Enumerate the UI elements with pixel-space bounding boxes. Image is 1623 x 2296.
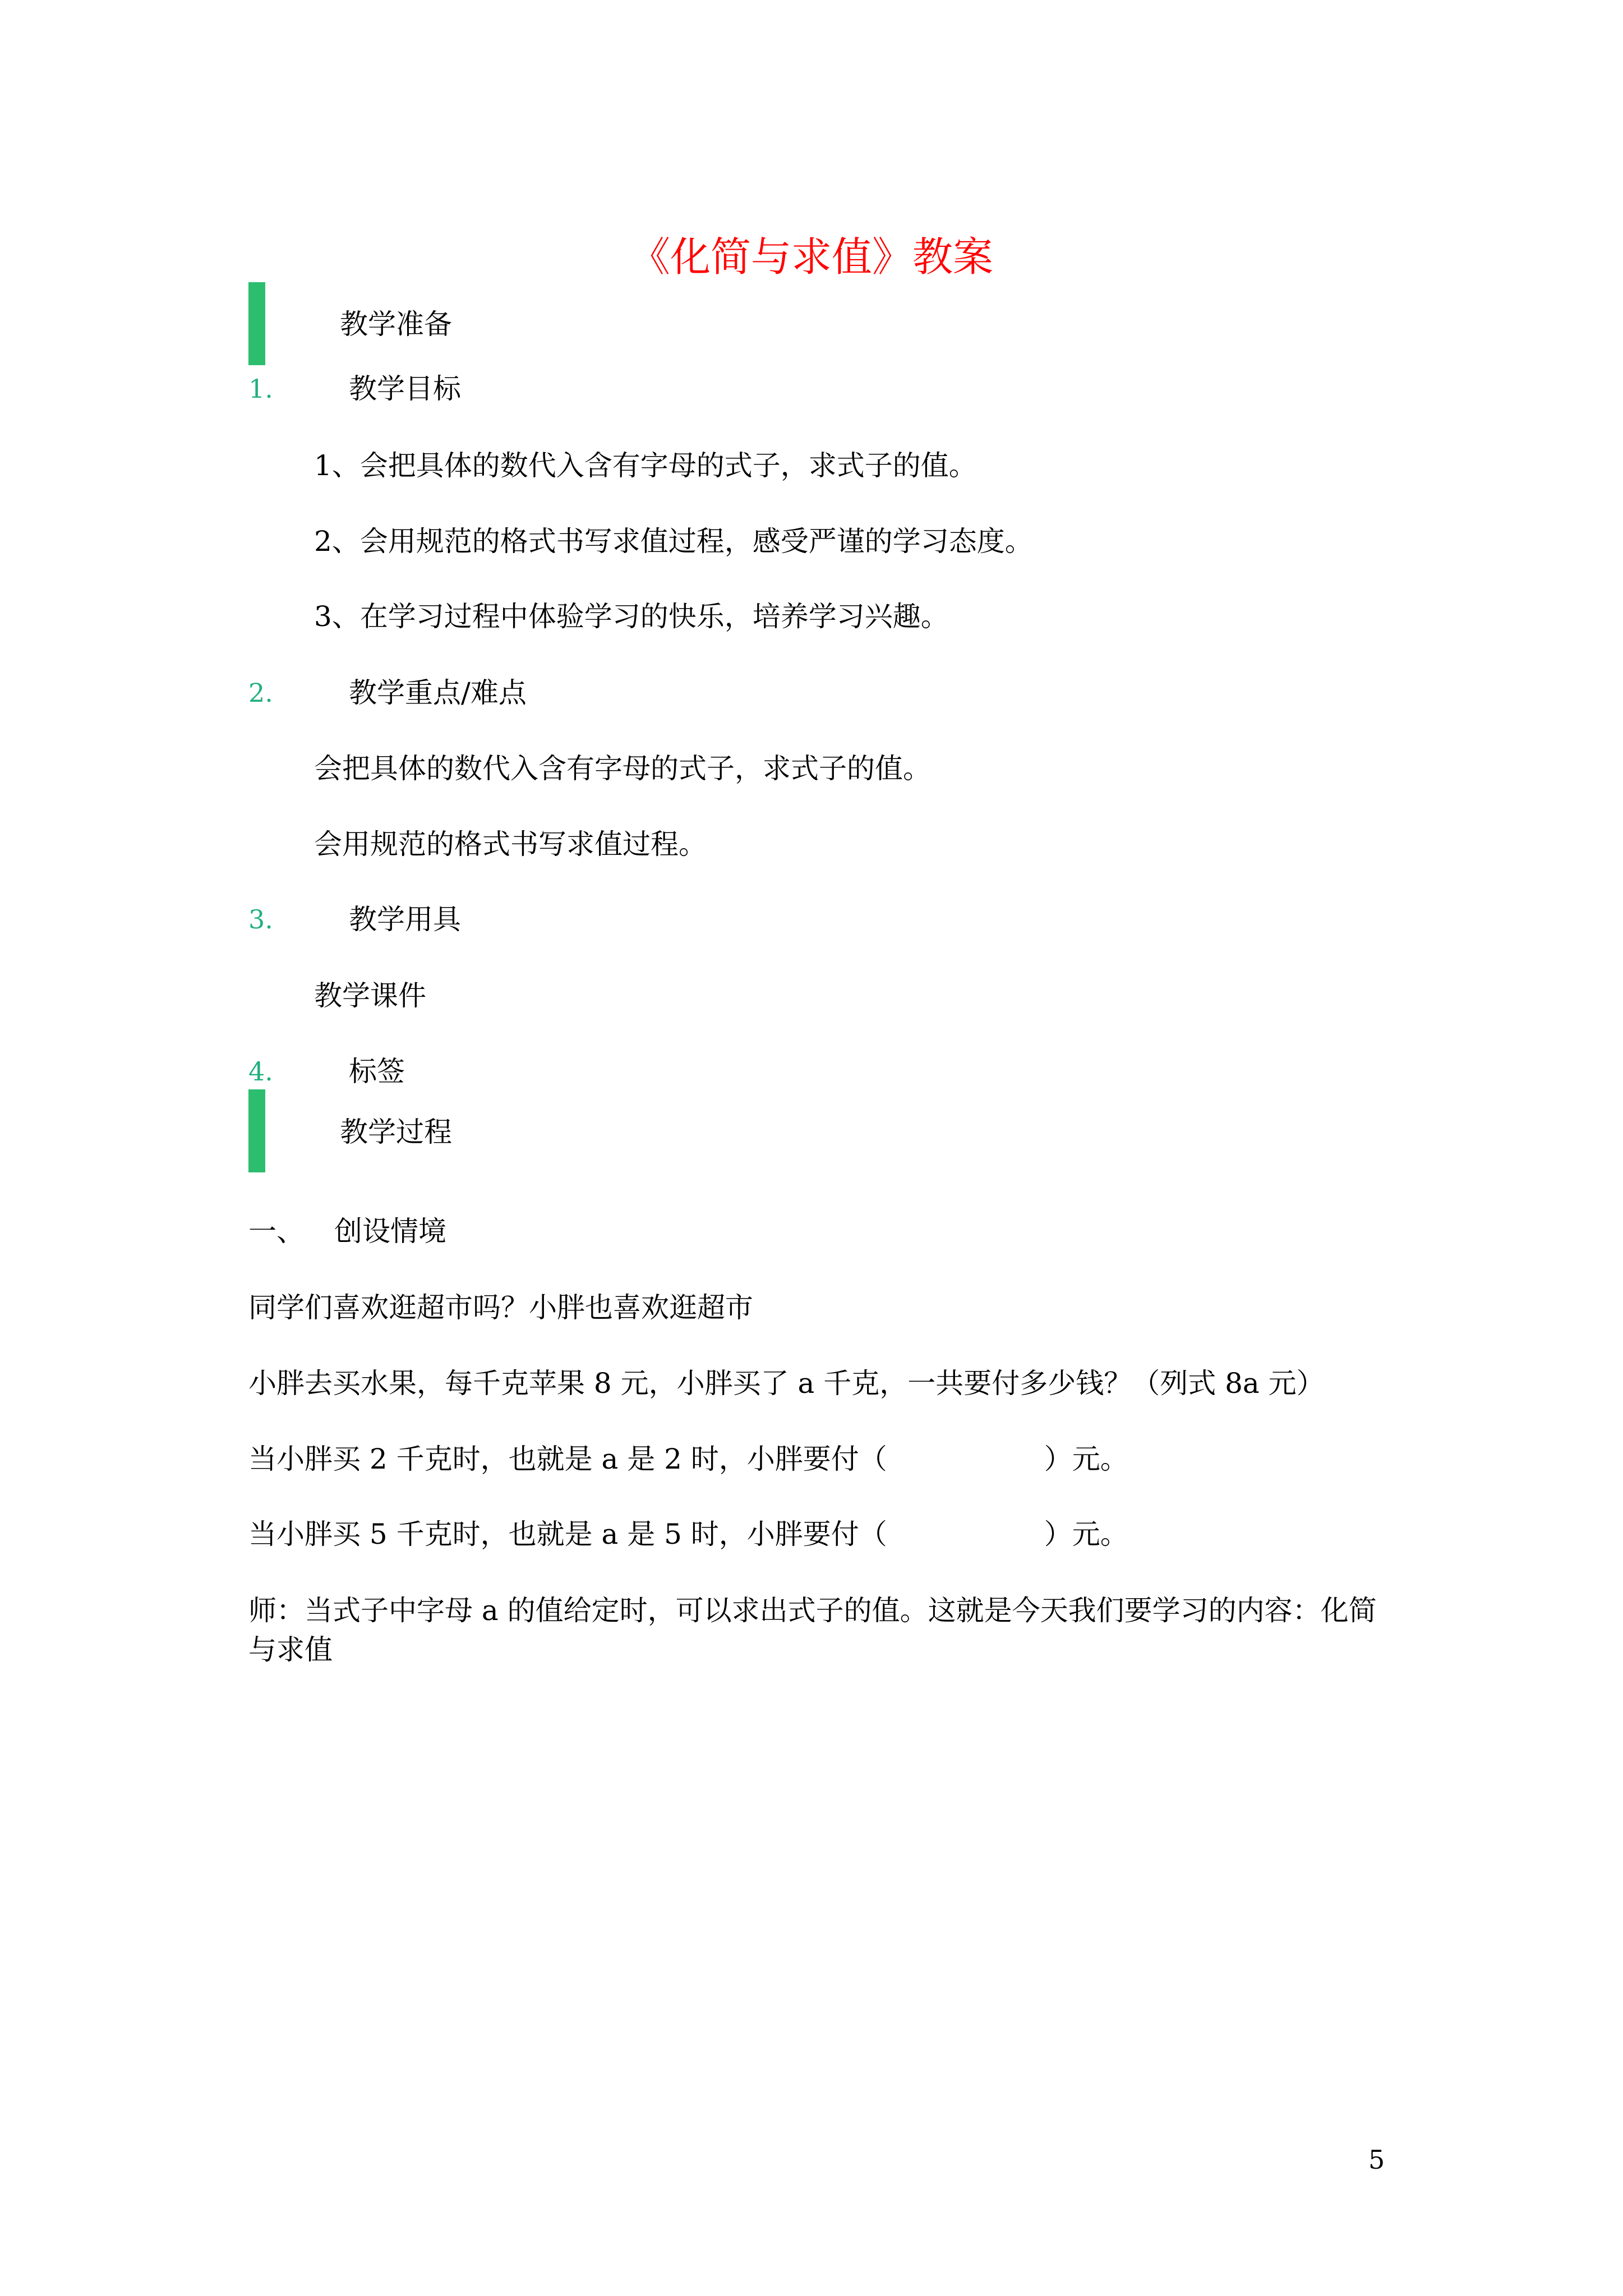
paragraph-5: 师：当式子中字母 a 的值给定时，可以求出式子的值。这就是今天我们要学习的内容：化简与求值 — [248, 1594, 1377, 1666]
paragraph-1: 同学们喜欢逛超市吗？小胖也喜欢逛超市 — [248, 1291, 753, 1324]
subsection-number: 一、 — [248, 1215, 305, 1248]
item-heading-objectives: 教学目标 — [349, 372, 461, 405]
objective-line-1: 1、会把具体的数代入含有字母的式子，求式子的值。 — [314, 449, 977, 482]
objective-line-2: 2、会用规范的格式书写求值过程，感受严谨的学习态度。 — [314, 525, 1033, 558]
page-number: 5 — [1368, 2145, 1385, 2175]
key-point-line-2: 会用规范的格式书写求值过程。 — [314, 828, 707, 861]
document-title: 《化简与求值》教案 — [629, 233, 993, 280]
objective-line-3: 3、在学习过程中体验学习的快乐，培养学习兴趣。 — [314, 600, 949, 633]
section-marker-bar — [248, 1089, 265, 1172]
item-heading-key-points: 教学重点/难点 — [349, 677, 527, 709]
section-heading-process: 教学过程 — [340, 1116, 452, 1148]
tools-line-1: 教学课件 — [314, 979, 426, 1012]
list-number: 1. — [248, 374, 273, 404]
list-number: 4. — [248, 1056, 273, 1087]
paragraph-2: 小胖去买水果，每千克苹果 8 元，小胖买了 a 千克，一共要付多少钱？（列式 8a 元） — [248, 1367, 1325, 1400]
section-marker-bar — [248, 282, 265, 365]
list-number: 2. — [248, 678, 273, 708]
paragraph-3 — [248, 1439, 1128, 1479]
key-point-line-1: 会把具体的数代入含有字母的式子，求式子的值。 — [314, 752, 931, 785]
section-heading-preparation: 教学准备 — [340, 308, 452, 341]
paragraph-3-start: 当小胖买 2 千克时，也就是 a 是 2 时，小胖要付（ — [248, 1443, 887, 1475]
item-heading-tags: 标签 — [349, 1055, 405, 1088]
list-number: 3. — [248, 904, 273, 935]
item-heading-tools: 教学用具 — [349, 903, 461, 936]
paragraph-4 — [248, 1515, 1128, 1554]
subsection-heading: 创设情境 — [334, 1215, 446, 1248]
paragraph-4-end: ）元。 — [1044, 1518, 1128, 1550]
paragraph-3-end: ）元。 — [1044, 1443, 1128, 1475]
paragraph-4-start: 当小胖买 5 千克时，也就是 a 是 5 时，小胖要付（ — [248, 1518, 887, 1550]
